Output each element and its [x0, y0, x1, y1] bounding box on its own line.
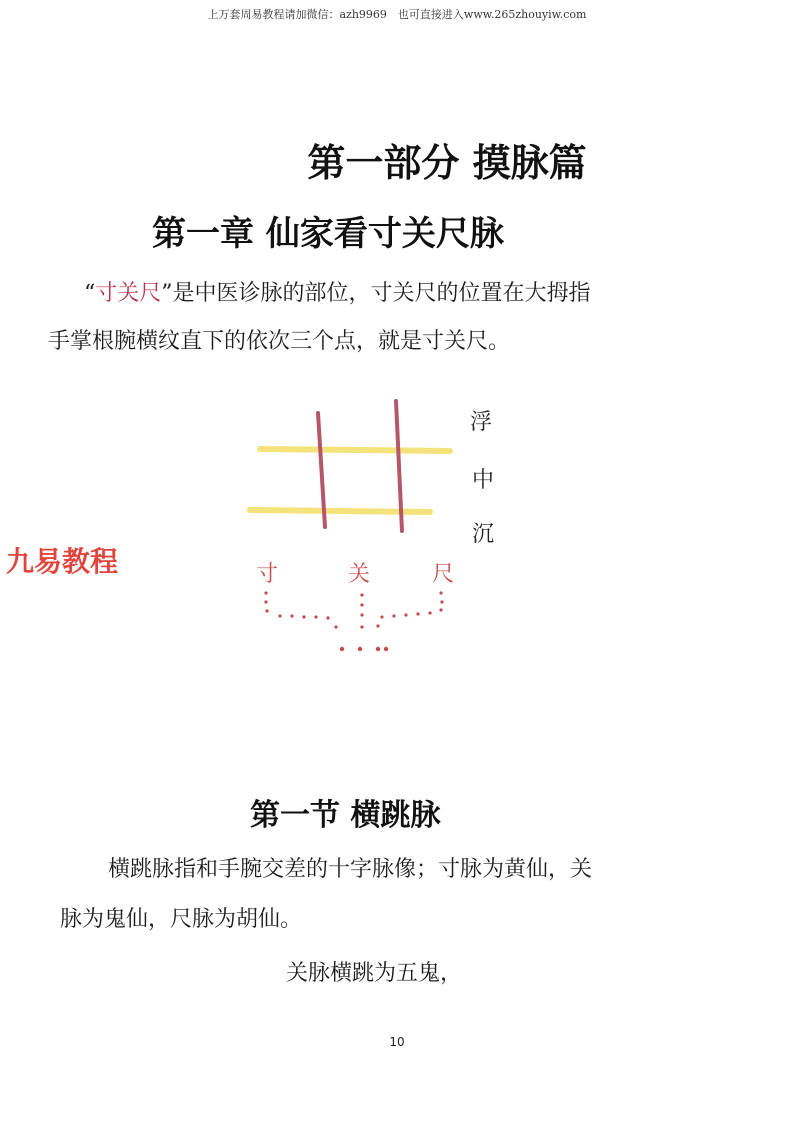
- chapter-title: 第一章 仙家看寸关尺脉: [152, 214, 504, 254]
- intro-line-1: [84, 276, 591, 307]
- highlight-term: 寸关尺: [95, 281, 162, 306]
- page-number: 10: [389, 1035, 405, 1049]
- pulse-diagram: [230, 395, 530, 675]
- depth-label-fu: 浮: [470, 410, 493, 435]
- body-line-1: 横跳脉指和手腕交差的十字脉像；寸脉为黄仙，关: [108, 857, 593, 882]
- body-line-2: 脉为鬼仙，尺脉为胡仙。: [60, 907, 303, 932]
- depth-label-chen: 沉: [472, 522, 495, 547]
- body-line-3: 关脉横跳为五鬼，: [286, 961, 463, 986]
- section-title: 第一节 横跳脉: [250, 798, 441, 833]
- quote-close: ”: [161, 281, 173, 306]
- depth-label-zhong: 中: [472, 468, 495, 493]
- intro-text: 是中医诊脉的部位，寸关尺的位置在大拇指: [172, 281, 591, 306]
- page-header: 上万套周易教程请加微信：azh9969 也可直接进入www.265zhouyiw.com: [207, 8, 587, 21]
- watermark: 九易教程: [6, 545, 119, 578]
- quote-open: “: [84, 281, 96, 306]
- position-label-chi: 尺: [432, 562, 455, 587]
- horizontal-line-upper: [260, 449, 450, 451]
- part-title: 第一部分 摸脉篇: [307, 141, 587, 185]
- position-label-guan: 关: [348, 562, 371, 587]
- dotted-connector: [264, 591, 443, 651]
- position-label-cun: 寸: [256, 562, 279, 587]
- intro-line-2: 手掌根腕横纹直下的依次三个点，就是寸关尺。: [48, 329, 511, 354]
